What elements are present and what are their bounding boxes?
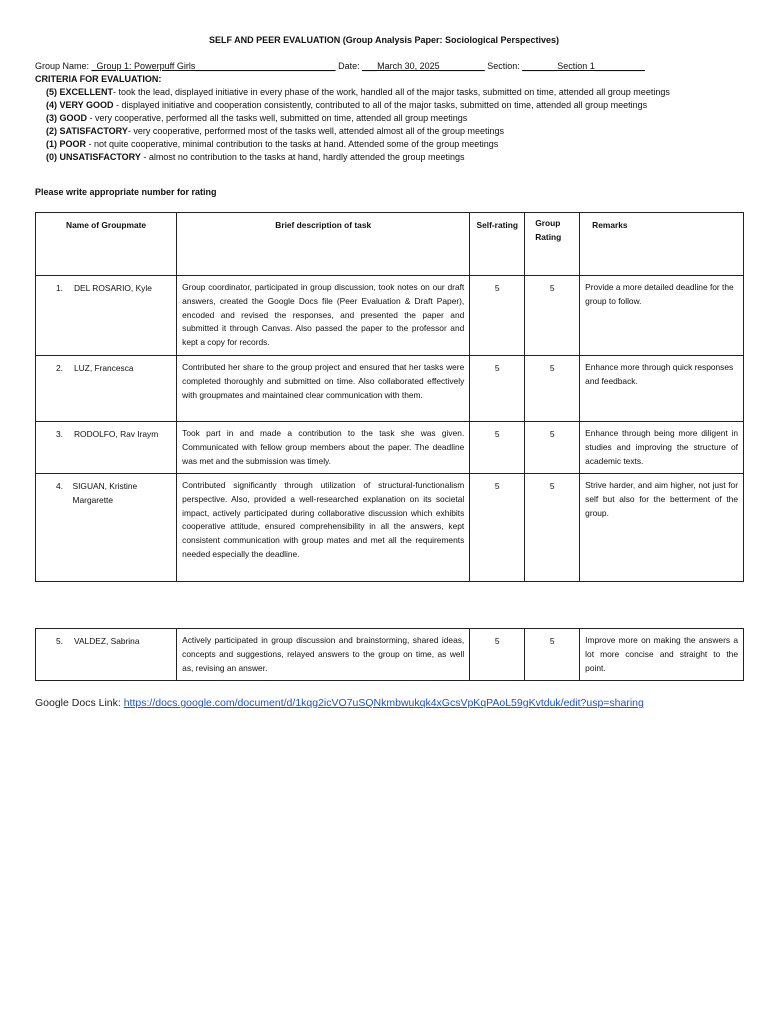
header-self-rating: Self-rating [470, 213, 525, 276]
criteria-label: (0) UNSATISFACTORY [46, 152, 141, 162]
criteria-item [35, 86, 735, 99]
criteria-text: - very cooperative, performed all the tasks well, submitted on time, attended all group meetings [87, 113, 468, 123]
group-name-label: Group Name: [35, 61, 92, 71]
header-group-rating: Group Rating [525, 213, 580, 276]
criteria-item [35, 151, 735, 164]
criteria-item [35, 125, 735, 138]
groupmate-name: 2. LUZ, Francesca [36, 356, 177, 422]
table-row [36, 629, 744, 681]
table-row [36, 356, 744, 422]
table-header-row [36, 213, 744, 276]
criteria-label: (2) SATISFACTORY [46, 126, 128, 136]
group-rating: 5 [525, 422, 580, 474]
groupmate-name: 4. SIGUAN, Kristine Margarette [36, 474, 177, 582]
criteria-item [35, 138, 735, 151]
criteria-label: (5) EXCELLENT [46, 87, 114, 97]
criteria-text: - very cooperative, performed most of the tasks well, attended almost all of the group meetings [127, 126, 505, 136]
group-info-line [35, 61, 735, 71]
evaluation-table [35, 212, 744, 582]
groupmate-name: 1. DEL ROSARIO, Kyle [36, 276, 177, 356]
remarks: Enhance more through quick responses and feedback. [580, 356, 744, 422]
evaluation-table-continued [35, 628, 744, 681]
header-description: Brief description of task [177, 213, 470, 276]
self-rating: 5 [470, 356, 525, 422]
google-docs-link-line [35, 697, 644, 709]
criteria-text: - not quite cooperative, minimal contribution to the tasks at hand. Attended some of the group meetings [86, 139, 499, 149]
remarks: Improve more on making the answers a lot more concise and straight to the point. [580, 629, 744, 681]
criteria-label: (3) GOOD [46, 113, 88, 123]
groupmate-name: 5. VALDEZ, Sabrina [36, 629, 177, 681]
rating-instruction: Please write appropriate number for rating [35, 187, 217, 197]
task-description: Contributed significantly through utilization of structural-functionalism perspective. Also, provided a well-researched explanation on its societal impact, actively participated during collaborative discussion which exhibits cooperative attitude, ensured comprehensibility in all the answers, kept consistent communication with group mates and met all the requirements needed especially the deadline. [177, 474, 470, 582]
task-description: Contributed her share to the group project and ensured that her tasks were completed thoroughly and submitted on time. Also collaborated effectively with groupmates and maintained clear communication with them. [177, 356, 470, 422]
self-rating: 5 [470, 474, 525, 582]
self-rating: 5 [470, 422, 525, 474]
self-rating: 5 [470, 276, 525, 356]
group-name-value: _Group 1: Powerpuff Girls____________________________ [91, 61, 336, 71]
criteria-item [35, 112, 735, 125]
header-remarks: Remarks [580, 213, 744, 276]
remarks: Strive harder, and aim higher, not just for self but also for the betterment of the group. [580, 474, 744, 582]
group-rating: 5 [525, 474, 580, 582]
criteria-text: - displayed initiative and cooperation consistently, contributed to all of the major tasks, submitted on time, attended all group meetings [113, 100, 648, 110]
task-description: Took part in and made a contribution to the task she was given. Communicated with fellow group members about the paper. The deadline was met and the submission was timely. [177, 422, 470, 474]
section-label: Section: [484, 61, 523, 71]
header-name: Name of Groupmate [36, 213, 177, 276]
section-value: _______Section 1__________ [522, 61, 645, 71]
group-rating: 5 [525, 356, 580, 422]
table-row [36, 276, 744, 356]
self-rating: 5 [470, 629, 525, 681]
criteria-item [35, 99, 735, 112]
criteria-label: (1) POOR [46, 139, 87, 149]
document-title: SELF AND PEER EVALUATION (Group Analysis Paper: Sociological Perspectives) [208, 35, 560, 45]
link-label: Google Docs Link: [35, 697, 124, 709]
criteria-label: (4) VERY GOOD [46, 100, 114, 110]
table-row [36, 422, 744, 474]
criteria-text: - took the lead, displayed initiative in every phase of the work, handled all of the major tasks, submitted on time, attended all group meetings [113, 87, 670, 97]
group-rating: 5 [525, 276, 580, 356]
date-value: ___March 30, 2025_________ [362, 61, 485, 71]
task-description: Group coordinator, participated in group discussion, took notes on our draft answers, created the Google Docs file (Peer Evaluation & Draft Paper), encoded and revised the responses, and presented the paper and submitted it through Canvas. Also passed the paper to the professor and kept a copy for records. [177, 276, 470, 356]
criteria-text: - almost no contribution to the tasks at hand, hardly attended the group meetings [140, 152, 465, 162]
date-label: Date: [335, 61, 363, 71]
criteria-title: CRITERIA FOR EVALUATION: [35, 74, 162, 84]
google-docs-link[interactable]: https://docs.google.com/document/d/1kqg2icVO7uSQNkmbwukqk4xGcsVpKqPAoL59gKvtduk/edit?usp=sharing [123, 697, 644, 709]
table-row [36, 474, 744, 582]
remarks: Provide a more detailed deadline for the group to follow. [580, 276, 744, 356]
groupmate-name: 3. RODOLFO, Rav Iraym [36, 422, 177, 474]
criteria-block [35, 73, 735, 164]
group-rating: 5 [525, 629, 580, 681]
remarks: Enhance through being more diligent in studies and improving the structure of academic texts. [580, 422, 744, 474]
task-description: Actively participated in group discussion and brainstorming, shared ideas, concepts and suggestions, relayed answers to the group on time, as well as, revising an answer. [177, 629, 470, 681]
